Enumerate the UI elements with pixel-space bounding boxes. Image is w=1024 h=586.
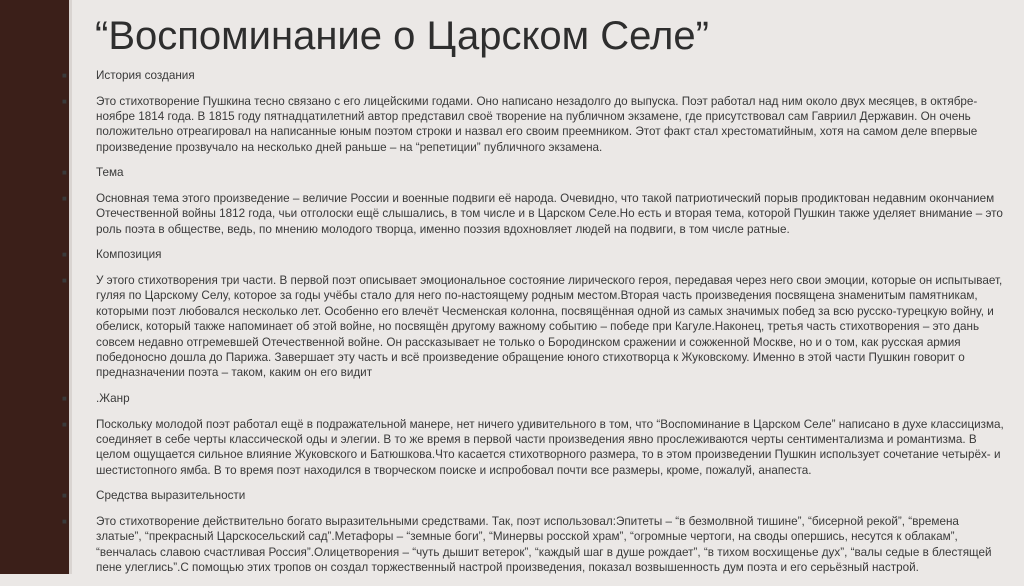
square-bullet-icon: ■ bbox=[62, 96, 67, 106]
list-item-text: Поскольку молодой поэт работал ещё в подражательной манере, нет ничего удивительного в том, что “Воспоминание в Царском Селе” написано в духе классицизма, соединяет в себе черты классической оды и элегии. В то же время в первой части произведения явно прослеживаются черты сентиментализма и романтизма. В целом ощущается сильное влияние Жуковского и Батюшкова.Что касается стихотворного размера, то в этом произведении Пушкин использует сочетание четырёх- и шестистопного ямба. В то время поэт находился в творческом поиске и испробовал почти все размеры, кроме, пожалуй, анапеста. bbox=[96, 417, 1004, 477]
list-item-history-heading bbox=[62, 68, 1004, 83]
square-bullet-icon: ■ bbox=[62, 276, 67, 285]
square-bullet-icon: ■ bbox=[62, 194, 67, 203]
left-accent-stripe bbox=[69, 0, 72, 574]
square-bullet-icon: ■ bbox=[62, 517, 67, 527]
list-item-text: История создания bbox=[96, 69, 195, 82]
slide-body bbox=[62, 68, 1004, 586]
square-bullet-icon: ■ bbox=[62, 250, 67, 260]
list-item-composition-heading bbox=[62, 247, 1004, 262]
list-item-theme-text bbox=[62, 191, 1004, 237]
square-bullet-icon: ■ bbox=[62, 168, 67, 178]
square-bullet-icon: ■ bbox=[62, 394, 67, 404]
list-item-theme-heading bbox=[62, 165, 1004, 180]
list-item-genre-text bbox=[62, 417, 1004, 479]
left-accent-bar bbox=[0, 0, 69, 574]
list-item-text: Основная тема этого произведение – величие России и военные подвиги её народа. Очевидно, что такой патриотический порыв продиктован недавним окончанием Отечественной войны 1812 года, чьи отголоски ещё слышались, в том числе и в Царском Селе.Но есть и вторая тема, которой Пушкин также уделяет внимание – это роль поэта в обществе, ведь, по мнению молодого творца, именно поэзия вдохновляет людей на подвиги, в том числе ратные. bbox=[96, 192, 1003, 236]
list-item-text: Средства выразительности bbox=[96, 489, 246, 503]
list-item-text: .Жанр bbox=[96, 392, 130, 406]
list-item-means-heading bbox=[62, 488, 1004, 503]
slide-title: “Воспоминание о Царском Селе” bbox=[95, 14, 709, 58]
square-bullet-icon: ■ bbox=[62, 491, 67, 501]
list-item-composition-text bbox=[62, 273, 1004, 381]
list-item-text: Это стихотворение действительно богато выразительными средствами. Так, поэт использовал:Эпитеты – “в безмолвной тишине”, “бисерной рекой”, “времена златые”, “прекрасный Царскосельский сад”.Метафоры – “земные боги”, “Минервы росской храм”, “огромные чертоги, на своды опершись, несутся к облакам”, “венчалась славою счастливая Россия”.Олицетворения – “чуть дышит ветерок”, “каждый шаг в душе рождает”, “в тихом восхищенье дух”, “валы седые в блестящей пене улеглись”.С помощью этих тропов он создал торжественный настрой произведения, показал возвышенность дум поэта и его серьёзный настрой. bbox=[96, 515, 992, 575]
square-bullet-icon: ■ bbox=[62, 71, 67, 80]
list-item-text: Тема bbox=[96, 166, 124, 180]
square-bullet-icon: ■ bbox=[62, 419, 67, 429]
list-item-text: Это стихотворение Пушкина тесно связано с его лицейскими годами. Оно написано незадолго до выпуска. Поэт работал над ним около двух месяцев, в октябре-ноябре 1814 года. В 1815 году пятнадцатилетний автор представил своё творение на публичном экзамене, где присутствовал сам Гавриил Державин. Он очень положительно отреагировал на написанные юным поэтом строки и назвал его своим преемником. Этот факт стал хрестоматийным, хотя на самом деле впервые произведение прозвучало на несколько дней раньше – на “репетиции” публичного экзамена. bbox=[96, 94, 978, 154]
list-item-text: У этого стихотворения три части. В первой поэт описывает эмоциональное состояние лирического героя, передавая через него свои эмоции, которые он испытывает, гуляя по Царскому Селу, которое за годы учёбы стало для него по-настоящему родным местом.Вторая часть произведения посвящена знаменитым памятникам, которыми поэт любовался несколько лет. Особенно его влечёт Чесменская колонна, посвящённая одной из самых значимых побед за всю русско-турецкую войну, и обелиск, который также напоминает об этой войне, но посвящён другому важному событию – победе при Кагуле.Наконец, третья часть стихотворения – это дань совсем недавно отгремевшей Отечественной войне. Он рассказывает не только о Бородинском сражении и сожженной Москве, но и о том, как русская армия победоносно дошла до Парижа. Завершает эту часть и всё произведение обращение юного стихотворца к Жуковскому. Именно в этой части Пушкин говорит о предназначении поэта – таком, каким он его видит bbox=[96, 274, 1003, 380]
list-item-history-text bbox=[62, 94, 1004, 156]
list-item-genre-heading bbox=[62, 391, 1004, 406]
list-item-means-text bbox=[62, 514, 1004, 576]
list-item-text: Композиция bbox=[96, 248, 162, 262]
